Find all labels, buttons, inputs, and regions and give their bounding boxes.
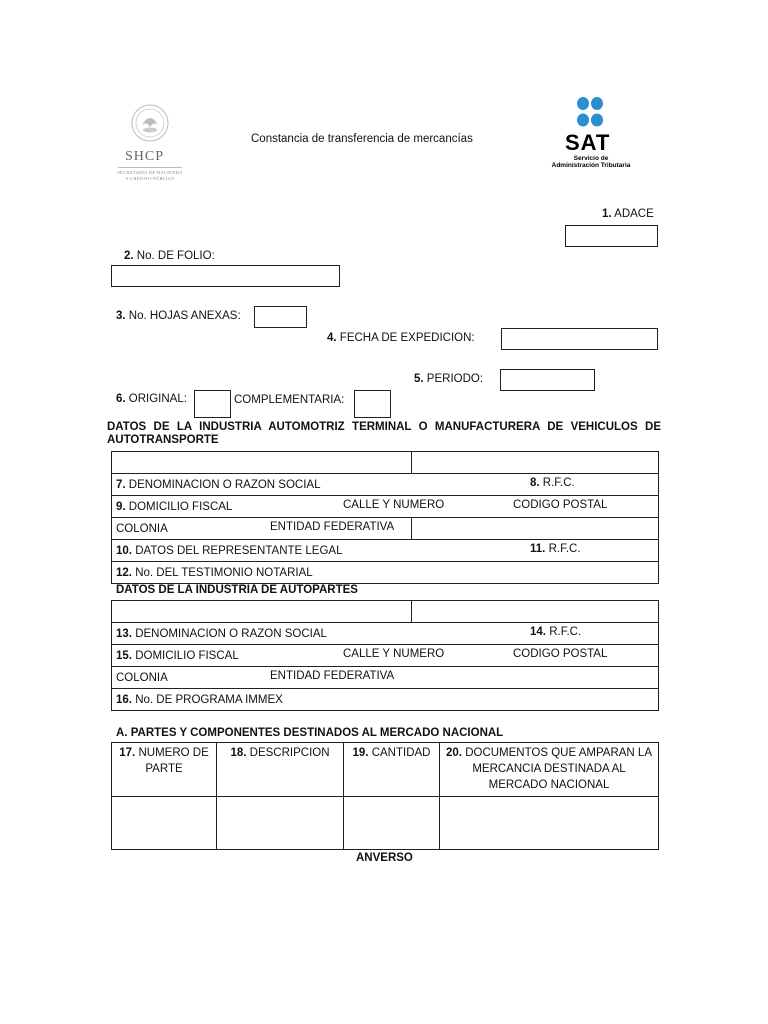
- sat-dots-icon: [575, 97, 605, 131]
- domicilio-row[interactable]: 15. DOMICILIO FISCAL CALLE Y NUMERO CODIGO POSTAL: [112, 645, 659, 667]
- blank-cell[interactable]: [412, 452, 659, 474]
- folio-label: 2. No. DE FOLIO:: [124, 250, 215, 262]
- representante-row[interactable]: 10. DATOS DEL REPRESENTANTE LEGAL 11. R.F.C.: [112, 540, 659, 562]
- domicilio-row[interactable]: 9. DOMICILIO FISCAL CALLE Y NUMERO CODIGO POSTAL: [112, 496, 659, 518]
- section-heading-partes: A. PARTES Y COMPONENTES DESTINADOS AL MERCADO NACIONAL: [116, 727, 504, 739]
- section-heading-automotriz: DATOS DE LA INDUSTRIA AUTOMOTRIZ TERMINAL O MANUFACTURERA DE VEHICULOS DE AUTOTRANSPORTE: [107, 421, 661, 446]
- periodo-label: 5. PERIODO:: [414, 373, 484, 385]
- document-title: Constancia de transferencia de mercancías: [251, 133, 473, 145]
- adace-label: 1. ADACE: [602, 208, 654, 220]
- hojas-anexas-field[interactable]: [254, 306, 307, 328]
- shcp-name: SHCP: [125, 149, 165, 164]
- fecha-expedicion-label: 4. FECHA DE EXPEDICION:: [327, 332, 475, 344]
- fecha-expedicion-field[interactable]: [501, 328, 658, 350]
- blank-cell[interactable]: [412, 601, 659, 623]
- folio-field[interactable]: [111, 265, 340, 287]
- sat-subtitle-2: Administración Tributaria: [551, 162, 631, 169]
- complementaria-label: COMPLEMENTARIA:: [234, 394, 345, 406]
- denominacion-row[interactable]: 7. DENOMINACION O RAZON SOCIAL 8. R.F.C.: [112, 474, 659, 496]
- hojas-anexas-label: 3. No. HOJAS ANEXAS:: [116, 310, 241, 322]
- blank-cell[interactable]: [412, 518, 659, 540]
- footer-anverso: ANVERSO: [356, 852, 413, 864]
- section-heading-autopartes: DATOS DE LA INDUSTRIA DE AUTOPARTES: [116, 584, 358, 596]
- complementaria-checkbox[interactable]: [354, 390, 391, 418]
- adace-field[interactable]: [565, 225, 658, 247]
- col-descripcion: 18. DESCRIPCION: [217, 743, 344, 797]
- immex-row[interactable]: 16. No. DE PROGRAMA IMMEX: [112, 689, 659, 711]
- cantidad-cell[interactable]: [344, 797, 440, 850]
- partes-table: [111, 742, 659, 850]
- col-documentos: 20. DOCUMENTOS QUE AMPARAN LA MERCANCIA DESTINADA AL MERCADO NACIONAL: [440, 743, 659, 797]
- numero-parte-cell[interactable]: [112, 797, 217, 850]
- shcp-logo: [112, 100, 188, 190]
- shcp-subtitle-2: Y CRÉDITO PÚBLICO: [125, 176, 175, 181]
- colonia-cell[interactable]: COLONIA ENTIDAD FEDERATIVA: [112, 518, 412, 540]
- autopartes-table: [111, 600, 659, 711]
- sat-subtitle-1: Servicio de: [573, 155, 609, 162]
- original-label: 6. ORIGINAL:: [116, 393, 187, 405]
- col-cantidad: 19. CANTIDAD: [344, 743, 440, 797]
- shcp-divider: [118, 167, 182, 168]
- eagle-seal-icon: [130, 103, 170, 143]
- blank-cell[interactable]: [112, 452, 412, 474]
- testimonio-row[interactable]: 12. No. DEL TESTIMONIO NOTARIAL: [112, 562, 659, 584]
- automotriz-table: [111, 451, 659, 584]
- denominacion-row[interactable]: 13. DENOMINACION O RAZON SOCIAL 14. R.F.C.: [112, 623, 659, 645]
- col-numero-parte: 17. NUMERO DE PARTE: [112, 743, 217, 797]
- original-checkbox[interactable]: [194, 390, 231, 418]
- periodo-field[interactable]: [500, 369, 595, 391]
- blank-cell[interactable]: [112, 601, 412, 623]
- descripcion-cell[interactable]: [217, 797, 344, 850]
- colonia-row[interactable]: COLONIA ENTIDAD FEDERATIVA: [112, 667, 659, 689]
- sat-name: SAT: [565, 130, 611, 155]
- documentos-cell[interactable]: [440, 797, 659, 850]
- sat-logo: [545, 95, 637, 175]
- shcp-subtitle-1: SECRETARÍA DE HACIENDA: [117, 170, 183, 175]
